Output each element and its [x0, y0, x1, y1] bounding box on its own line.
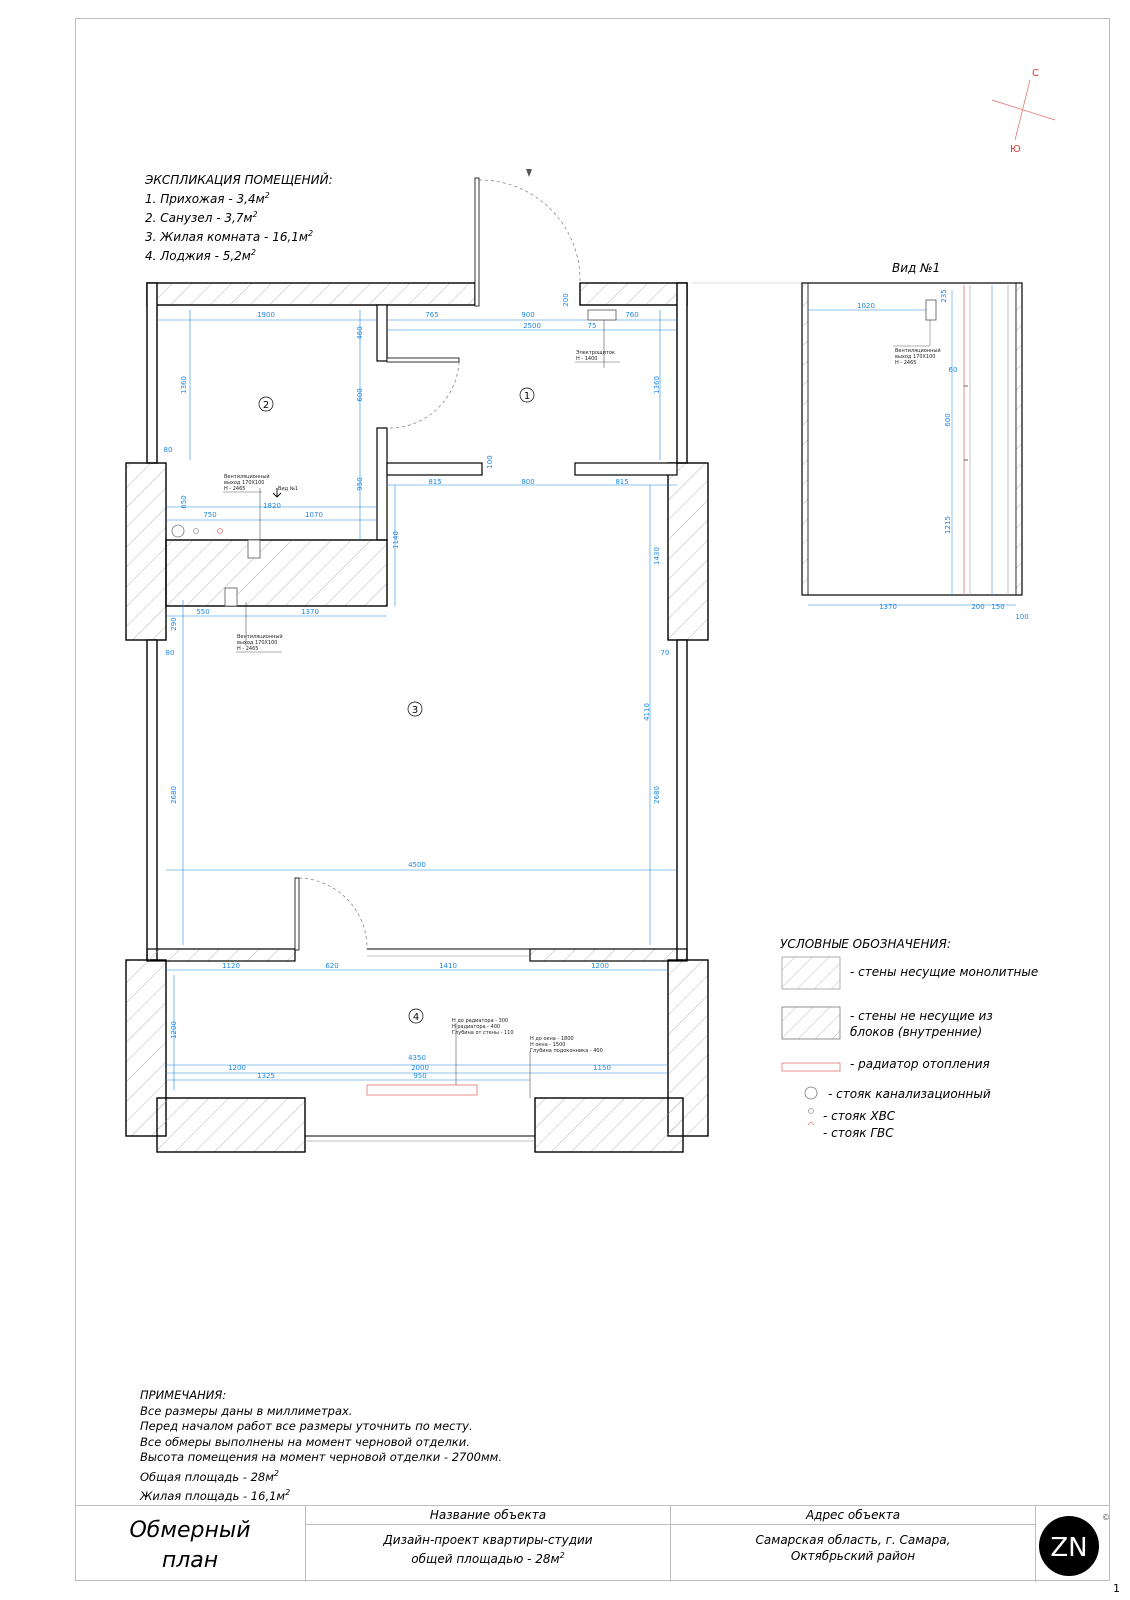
- title-block: [75, 1505, 1110, 1581]
- dim-label: 620: [325, 962, 339, 970]
- room-number-1: 1: [523, 391, 531, 402]
- dim-label: 750: [203, 511, 217, 519]
- legend-label: - стены не несущие из: [850, 1009, 993, 1023]
- dim-label: 4350: [408, 1054, 426, 1062]
- annotation: Н до радиатора - 300: [452, 1018, 509, 1024]
- dimension-labels: [164, 293, 670, 1080]
- room-number-2: 2: [262, 400, 270, 411]
- annotation: выход 170Х100: [237, 640, 278, 646]
- dim-label: 815: [615, 478, 629, 486]
- svg-text:©: ©: [1102, 1513, 1110, 1522]
- legend-label: - стены несущие монолитные: [850, 965, 1039, 979]
- dim-label: 1070: [305, 511, 323, 519]
- object-header: Название объекта: [306, 1506, 670, 1525]
- dim-label: 650: [180, 495, 188, 509]
- logo-cell: [1035, 1506, 1110, 1582]
- dim-label: 75: [587, 322, 597, 330]
- dim-label: 200: [562, 293, 570, 307]
- legend-label: - стояк канализационный: [828, 1087, 991, 1101]
- monolithic-wall-swatch-icon: [782, 957, 840, 989]
- annotation: Вентиляционный: [237, 634, 283, 640]
- dim-label: 2000: [411, 1064, 429, 1072]
- dim-label: 2680: [170, 786, 178, 804]
- object-cell: [305, 1506, 670, 1582]
- legend-label: блоков (внутренние): [850, 1025, 983, 1039]
- vent-shaft-icon: [248, 540, 260, 558]
- drawing-name: Обмерный план: [129, 1518, 251, 1573]
- annotation: Н до окна - 1800: [530, 1036, 574, 1042]
- dim-label: 1140: [392, 531, 400, 549]
- dim-label: 4110: [643, 703, 651, 721]
- annotation: выход 170Х100: [895, 354, 936, 360]
- annotation: выход 170Х100: [224, 480, 265, 486]
- dim-label: 70: [660, 649, 670, 657]
- dim-label: 815: [428, 478, 442, 486]
- dim-label: 765: [425, 311, 439, 319]
- address-header: Адрес объекта: [671, 1506, 1035, 1525]
- dim-label: 1200: [228, 1064, 246, 1072]
- explication-room-4: 4. Лоджия - $5,2м^2$: [145, 248, 256, 263]
- dim-label: 950: [413, 1072, 427, 1080]
- dim-label: 1410: [439, 962, 457, 970]
- vent-shaft-icon: [225, 588, 237, 606]
- legend-label: - стояк ГВС: [823, 1126, 894, 1140]
- dim-label: 1370: [301, 608, 319, 616]
- notes: [140, 1388, 502, 1504]
- dim-label: 900: [521, 311, 535, 319]
- dim-label: 1120: [222, 962, 240, 970]
- note-living-area: Жилая площадь - $16,1м^2$: [140, 1487, 291, 1503]
- address-cell: [670, 1506, 1035, 1582]
- legend: [780, 937, 1060, 1140]
- view-title: Вид №1: [892, 261, 941, 275]
- dim-label: 800: [521, 478, 535, 486]
- view-elevation: [692, 283, 1022, 605]
- explication-title: ЭКСПЛИКАЦИЯ ПОМЕЩЕНИЙ:: [145, 173, 333, 187]
- explication-room-2: 2. Санузел - $3,7м^2$: [145, 210, 258, 225]
- note-line: Все обмеры выполнены на момент черновой отделки.: [140, 1434, 470, 1449]
- dim-label: 1360: [653, 376, 661, 394]
- room-number-4: 4: [412, 1012, 420, 1023]
- dim-label: 550: [196, 608, 210, 616]
- compass-south-label: Ю: [1010, 144, 1021, 155]
- annotation: Н - 2465: [895, 360, 917, 366]
- dim-label: 1820: [263, 502, 281, 510]
- annotation: Глубина от стены - 110: [452, 1030, 514, 1036]
- dim-label: 1900: [257, 311, 275, 319]
- object-name: Дизайн-проект квартиры-студии общей площадью - $28м^2$: [383, 1533, 593, 1566]
- dim-label: 290: [170, 617, 178, 631]
- legend-label: - радиатор отопления: [850, 1057, 990, 1071]
- dim-label: 80: [163, 446, 173, 454]
- svg-text:ZN: ZN: [1050, 1533, 1088, 1563]
- dim-label: 1150: [593, 1064, 611, 1072]
- view-marker-label: Вид №1: [278, 486, 299, 492]
- room-number-3: 3: [411, 705, 419, 716]
- sewer-riser-swatch-icon: [805, 1087, 817, 1099]
- dim-label: 60: [948, 366, 958, 374]
- dim-label: 100: [1015, 613, 1029, 621]
- compass-icon: [992, 68, 1055, 155]
- radiator-swatch-icon: [782, 1063, 840, 1071]
- dim-label: 600: [944, 413, 952, 427]
- radiator-icon: [367, 1085, 477, 1095]
- dim-label: 600: [356, 388, 364, 402]
- entry-arrow-icon: [526, 169, 532, 177]
- annotation: Вентиляционный: [224, 474, 270, 480]
- annotation: Н - 1400: [576, 356, 598, 362]
- annotation: Н - 2465: [237, 646, 259, 652]
- dim-label: 4500: [408, 861, 426, 869]
- annotation: Электрощиток: [576, 350, 615, 356]
- dimension-lines: [157, 310, 677, 1090]
- dim-label: 1430: [653, 547, 661, 565]
- annotation: Глубина подоконника - 400: [530, 1048, 603, 1054]
- annotation: Н - 2465: [224, 486, 246, 492]
- sewer-riser-icon: [172, 525, 184, 537]
- dim-label: 950: [356, 477, 364, 491]
- legend-label: - стояк ХВС: [823, 1109, 896, 1123]
- annotation: Вентиляционный: [895, 348, 941, 354]
- dim-label: 1020: [857, 302, 875, 310]
- hot-water-riser-icon: [218, 529, 223, 534]
- dim-label: 1370: [879, 603, 897, 611]
- note-line: Перед началом работ все размеры уточнить по месту.: [140, 1419, 473, 1433]
- note-line: Все размеры даны в миллиметрах.: [140, 1403, 353, 1418]
- hot-water-swatch-icon: [809, 1123, 814, 1126]
- block-wall-swatch-icon: [782, 1007, 840, 1039]
- explication-room-1: 1. Прихожая - $3,4м^2$: [145, 191, 270, 206]
- dim-label: 1215: [944, 516, 952, 534]
- notes-title: ПРИМЕЧАНИЯ:: [140, 1388, 227, 1402]
- dim-label: 760: [625, 311, 639, 319]
- compass-north-label: С: [1032, 68, 1039, 79]
- cold-water-riser-icon: [194, 529, 199, 534]
- page-number: 1: [1113, 1582, 1120, 1595]
- dim-label: 2680: [653, 786, 661, 804]
- explication-room-3: 3. Жилая комната - $16,1м^2$: [145, 229, 314, 244]
- room-markers: [259, 388, 534, 1023]
- legend-title: УСЛОВНЫЕ ОБОЗНАЧЕНИЯ:: [780, 937, 951, 951]
- dim-label: 1200: [591, 962, 609, 970]
- zn-logo-icon: [1036, 1506, 1111, 1582]
- note-total-area: Общая площадь - $28м^2$: [140, 1468, 279, 1484]
- dim-label: 150: [991, 603, 1005, 611]
- electric-panel-icon: [588, 310, 616, 320]
- note-line: Высота помещения на момент черновой отделки - 2700мм.: [140, 1450, 502, 1464]
- address-text: Самарская область, г. Самара, Октябрьский район: [755, 1533, 951, 1563]
- dim-label: 1200: [170, 1021, 178, 1039]
- cold-water-swatch-icon: [809, 1109, 814, 1114]
- annotation: Н окна - 1500: [530, 1042, 566, 1048]
- dim-label: 1325: [257, 1072, 275, 1080]
- plumbing: [172, 310, 616, 1098]
- dim-label: 100: [486, 455, 494, 469]
- dim-label: 1360: [180, 376, 188, 394]
- annotation: Н радиатора - 400: [452, 1024, 501, 1030]
- dim-label: 235: [940, 289, 948, 303]
- dim-label: 80: [165, 649, 175, 657]
- dim-label: 200: [971, 603, 985, 611]
- dim-label: 460: [356, 326, 364, 340]
- dim-label: 2500: [523, 322, 541, 330]
